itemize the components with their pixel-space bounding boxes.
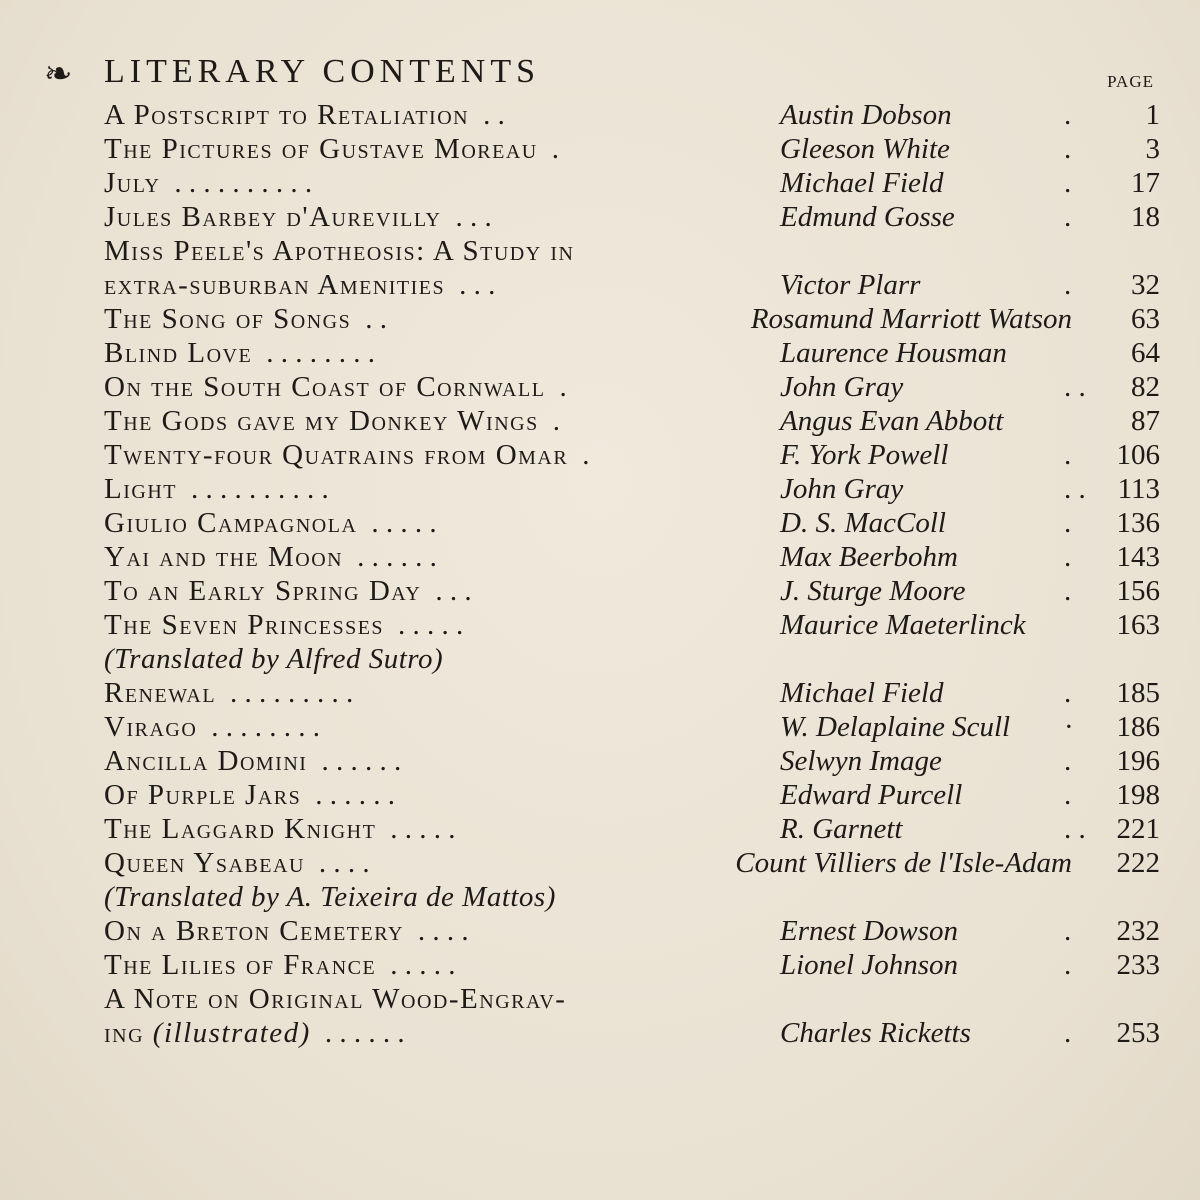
contents-entry [104,404,1160,438]
entry-author: Max Beerbohm [780,541,958,573]
entry-author: W. Delaplaine Scull [780,711,1011,743]
contents-entry [104,200,1160,234]
entry-page-number: 185 [1116,677,1160,709]
page-leader-dots: . [1064,779,1072,811]
contents-entry [104,846,1160,880]
entry-title-text: Of Purple Jars [104,779,302,811]
entry-title-text: Virago [104,711,198,743]
entry-title-text: On the South Coast of Cornwall [104,371,546,403]
entry-title [104,812,376,846]
entry-title [104,370,545,404]
leader-dots: . . . . . [390,949,456,981]
entry-page-number: 156 [1116,575,1160,607]
entry-title-text: On a Breton Cemetery [104,915,404,947]
entry-title [104,336,252,370]
entry-page-number: 3 [1145,133,1160,165]
leader-dots: . . [483,99,505,131]
page-leader-dots: . [1064,201,1072,233]
contents-entry [104,914,1160,948]
leader-dots: . . . . . . [324,1017,405,1049]
entry-title-italic: (illustrated) [152,1017,311,1049]
entry-author: J. Sturge Moore [780,575,966,607]
entry-author: Maurice Maeterlinck [780,609,1026,641]
entry-title [104,268,445,302]
entry-title-text: Yai and the Moon [104,541,344,573]
entry-title [104,132,538,166]
entry-title [104,880,556,914]
contents-entry [104,268,1160,302]
page-leader-dots: · [1064,711,1074,743]
entry-title-text: ing [104,1017,145,1049]
fleuron-ornament-icon: ❧ [44,56,69,93]
entry-author: Laurence Housman [780,337,1007,369]
entry-title [104,642,443,676]
contents-entry [104,98,1160,132]
entry-title [104,404,539,438]
leader-dots: . . . . . . . . . . [190,473,329,505]
page-leader-dots: . [1064,575,1072,607]
entry-title-text: (Translated by Alfred Sutro) [104,643,444,675]
entry-page-number: 196 [1116,745,1160,777]
entry-page-number: 32 [1131,269,1160,301]
entry-title [104,608,384,642]
contents-entry [104,642,1160,676]
entry-title [104,472,177,506]
entry-title-text: The Lilies of France [104,949,377,981]
entry-author: Austin Dobson [780,99,952,131]
entry-page-number: 232 [1116,915,1160,947]
entry-title [104,506,357,540]
entry-title-text: Renewal [104,677,217,709]
leader-dots: . . . . . . . . . . [174,167,313,199]
page-leader-dots: . [1064,1017,1072,1049]
page-leader-dots: . [1064,167,1072,199]
page-leader-dots: . [1064,99,1072,131]
entry-title [104,1016,311,1050]
entry-page-number: 233 [1116,949,1160,981]
entry-page-number: 82 [1131,371,1160,403]
entry-title [104,778,301,812]
page-leader-dots: . . [1064,473,1086,505]
entry-title-text: July [104,167,161,199]
entry-author: R. Garnett [780,813,903,845]
page-leader-dots: . [1064,439,1072,471]
entry-page-number: 87 [1131,405,1160,437]
page-leader-dots: . [1064,269,1072,301]
page-leader-dots: . [1064,507,1072,539]
leader-dots: . . . . . [398,609,464,641]
entry-page-number: 106 [1116,439,1160,471]
entry-page-number: 221 [1116,813,1160,845]
contents-entry [104,948,1160,982]
page-leader-dots: . . [1064,813,1086,845]
entry-title-text: Jules Barbey d'Aurevilly [104,201,442,233]
entry-title-text: The Laggard Knight [104,813,377,845]
entry-page-number: 64 [1131,337,1160,369]
entry-title-text: A Note on Original Wood-Engrav- [104,983,567,1015]
entry-title [104,676,216,710]
contents-entry [104,880,1160,914]
entry-title [104,914,404,948]
entry-author: Edmund Gosse [780,201,955,233]
leader-dots: . . . . . . . . . [230,677,354,709]
entry-author: Selwyn Image [780,745,942,777]
entry-page-number: 63 [1131,303,1160,335]
page-leader-dots: . [1064,745,1072,777]
contents-entry [104,370,1160,404]
page-leader-dots: . [1064,133,1072,165]
entry-page-number: 136 [1116,507,1160,539]
entry-title [104,438,568,472]
entry-author: Victor Plarr [780,269,921,301]
entry-title-text: Light [104,473,177,505]
leader-dots: . . . . . . [321,745,402,777]
entry-title-text: Blind Love [104,337,253,369]
entry-title-text: The Song of Songs [104,303,352,335]
leader-dots: . . . [459,269,496,301]
contents-entry [104,710,1160,744]
contents-entry [104,302,1160,336]
entry-author: D. S. MacColl [780,507,946,539]
leader-dots: . . [365,303,387,335]
entry-title-text: Ancilla Domini [104,745,308,777]
entry-title-text: The Pictures of Gustave Moreau [104,133,538,165]
entry-author: Lionel Johnson [780,949,959,981]
entry-title [104,744,307,778]
leader-dots: . . . . . . [357,541,437,573]
contents-entry [104,472,1160,506]
leader-dots: . [551,133,559,165]
contents-entry [104,438,1160,472]
leader-dots: . . . . . [371,507,437,539]
entry-page-number: 198 [1116,779,1160,811]
contents-entry [104,778,1160,812]
leader-dots: . . . . . [390,813,456,845]
entry-title-text: Twenty-four Quatrains from Omar [104,439,569,471]
entry-title [104,166,160,200]
contents-entry [104,166,1160,200]
entry-title-text: extra-suburban Amenities [104,269,446,301]
page-column-label: PAGE [1107,72,1154,91]
entry-title-text: Miss Peele's Apotheosis: A Study in [104,235,575,267]
entry-page-number: 253 [1116,1017,1160,1049]
entry-author: Rosamund Marriott Watson [750,303,1072,335]
entry-title-text: The Gods gave my Donkey Wings [104,405,539,437]
page-leader-dots: . [1064,915,1072,947]
entry-page-number: 186 [1116,711,1160,743]
entry-author: F. York Powell [780,439,949,471]
contents-entry [104,574,1160,608]
entry-author: Gleeson White [780,133,950,165]
entry-title-text: To an Early Spring Day [104,575,422,607]
contents-header [44,52,1154,96]
entry-title [104,982,566,1016]
entry-author: Count Villiers de l'Isle-Adam [735,847,1072,879]
entry-page-number: 163 [1116,609,1160,641]
entry-title [104,98,469,132]
leader-dots: . [552,405,560,437]
entry-page-number: 143 [1116,541,1160,573]
entry-title-text: Queen Ysabeau [104,847,305,879]
entry-page-number: 17 [1131,167,1160,199]
entry-page-number: 18 [1131,201,1160,233]
entry-author: John Gray [780,473,904,505]
page-leader-dots: . [1064,541,1072,573]
contents-entry [104,744,1160,778]
entry-title [104,540,343,574]
entry-author: Ernest Dowson [780,915,959,947]
page-title: LITERARY CONTENTS [104,53,541,90]
entry-author: Charles Ricketts [780,1017,971,1049]
contents-entry [104,608,1160,642]
leader-dots: . . . [455,201,492,233]
entry-author: Michael Field [780,677,944,709]
leader-dots: . . . . . . . . [266,337,375,369]
contents-entry [104,540,1160,574]
entry-author: Michael Field [780,167,944,199]
contents-entry [104,234,1160,268]
contents-entry [104,812,1160,846]
entry-title [104,574,421,608]
entry-author: Edward Purcell [780,779,963,811]
contents-entry [104,132,1160,166]
entry-title-text: The Seven Princesses [104,609,385,641]
entry-author: John Gray [780,371,904,403]
page-leader-dots: . [1064,677,1072,709]
entry-title [104,234,575,268]
contents-entry [104,982,1160,1016]
contents-entry [104,336,1160,370]
entry-title [104,846,305,880]
contents-entry [104,676,1160,710]
entry-author: Angus Evan Abbott [780,405,1004,437]
entry-title-text: A Postscript to Retaliation [104,99,470,131]
entry-page-number: 222 [1116,847,1160,879]
leader-dots: . . . . . . [315,779,395,811]
entry-title [104,200,442,234]
leader-dots: . [582,439,590,471]
page-leader-dots: . . [1064,371,1086,403]
entry-title-text: Giulio Campagnola [104,507,358,539]
entry-title [104,710,197,744]
leader-dots: . . . [435,575,472,607]
entry-title-text: (Translated by A. Teixeira de Mattos) [104,881,556,913]
contents-list [104,98,1160,1050]
entry-page-number: 113 [1117,473,1160,505]
leader-dots: . . . . . . . . [211,711,321,743]
entry-title [104,302,351,336]
entry-page-number: 1 [1145,99,1160,131]
leader-dots: . . . . [417,915,469,947]
leader-dots: . [559,371,567,403]
entry-title [104,948,376,982]
contents-entry [104,506,1160,540]
leader-dots: . . . . [318,847,370,879]
contents-entry [104,1016,1160,1050]
page-leader-dots: . [1064,949,1072,981]
